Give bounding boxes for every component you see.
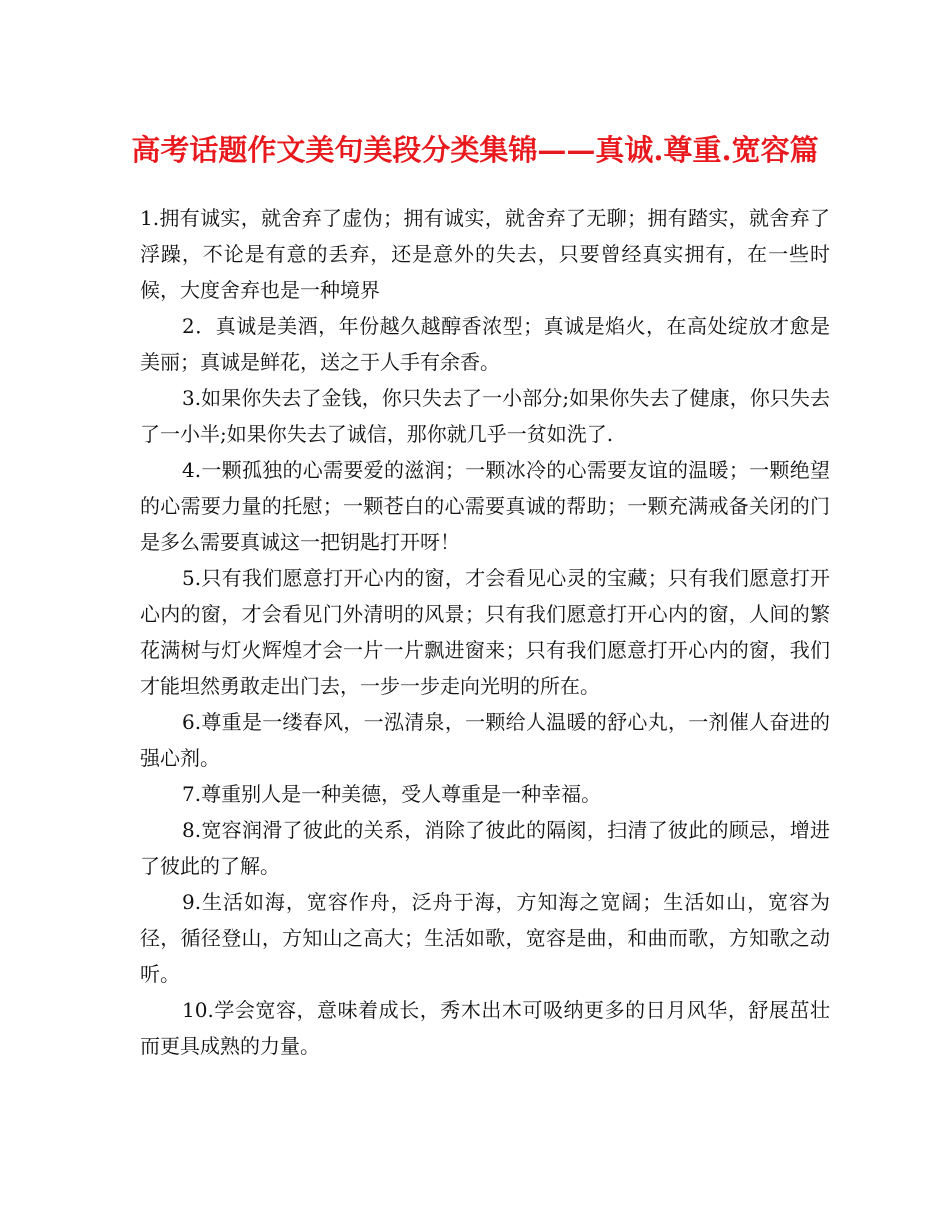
paragraph-5: 5.只有我们愿意打开心内的窗，才会看见心灵的宝藏；只有我们愿意打开心内的窗，才会看见门外清明的风景；只有我们愿意打开心内的窗，人间的繁花满树与灯火辉煌才会一片一片飘进窗来；只有我们愿意打开心内的窗，我们才能坦然勇敢走出门去，一步一步走向光明的所在。	[140, 566, 830, 698]
paragraph-6: 6.尊重是一缕春风，一泓清泉，一颗给人温暖的舒心丸，一剂催人奋进的强心剂。	[140, 710, 830, 770]
paragraph-4: 4.一颗孤独的心需要爱的滋润；一颗冰冷的心需要友谊的温暖；一颗绝望的心需要力量的托慰；一颗苍白的心需要真诚的帮助；一颗充满戒备关闭的门是多么需要真诚这一把钥匙打开呀！	[140, 458, 830, 554]
paragraph-7: 7.尊重别人是一种美德，受人尊重是一种幸福。	[182, 782, 602, 806]
paragraph-1: 1.拥有诚实，就舍弃了虚伪；拥有诚实，就舍弃了无聊；拥有踏实，就舍弃了浮躁，不论是有意的丢弃，还是意外的失去，只要曾经真实拥有，在一些时候，大度舍弃也是一种境界	[140, 206, 830, 302]
document-body	[140, 200, 830, 1064]
paragraph-8: 8.宽容润滑了彼此的关系，消除了彼此的隔阂，扫清了彼此的顾忌，增进了彼此的了解。	[140, 818, 830, 878]
paragraph-9: 9.生活如海，宽容作舟，泛舟于海，方知海之宽阔；生活如山，宽容为径，循径登山，方知山之高大；生活如歌，宽容是曲，和曲而歌，方知歌之动听。	[140, 890, 830, 986]
paragraph-10: 10.学会宽容，意味着成长，秀木出木可吸纳更多的日月风华，舒展茁壮而更具成熟的力量。	[140, 998, 830, 1058]
document-title: 高考话题作文美句美段分类集锦——真诚.尊重.宽容篇	[131, 133, 819, 167]
paragraph-2: 2．真诚是美酒，年份越久越醇香浓型；真诚是焰火，在高处绽放才愈是美丽；真诚是鲜花，送之于人手有余香。	[140, 314, 830, 374]
paragraph-3: 3.如果你失去了金钱，你只失去了一小部分;如果你失去了健康，你只失去了一小半;如果你失去了诚信，那你就几乎一贫如洗了.	[140, 386, 830, 446]
